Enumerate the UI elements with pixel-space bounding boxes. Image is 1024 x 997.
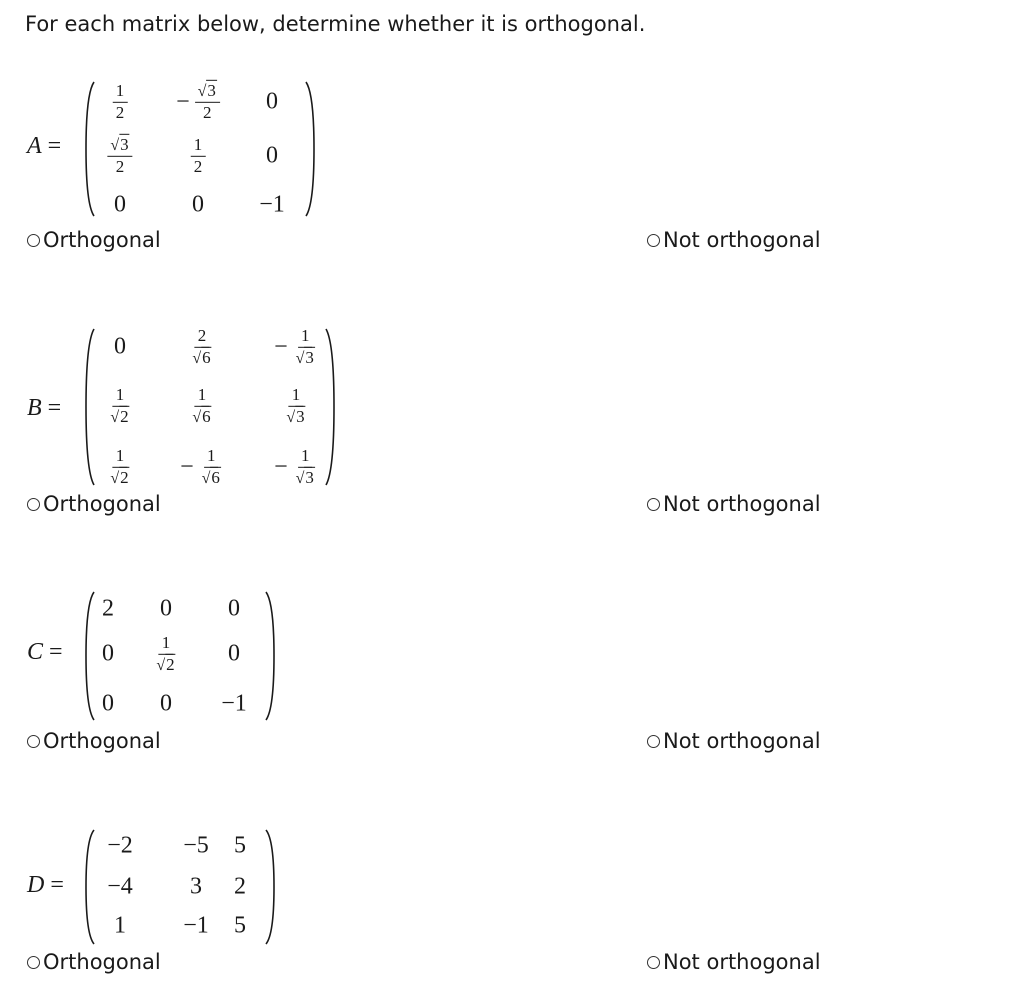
- matrix-cell: [274, 447, 318, 487]
- minus-sign: −: [176, 88, 190, 115]
- matrix-cell: −1: [183, 912, 209, 939]
- matrix-a-not-orthogonal-option[interactable]: [647, 228, 821, 252]
- radicand: 2: [120, 467, 129, 487]
- matrix-cell: [107, 386, 132, 426]
- right-parenthesis: [264, 590, 276, 722]
- minus-sign: −: [274, 333, 288, 360]
- matrix-cell: 0: [102, 640, 114, 667]
- sqrt-denominator: [296, 348, 315, 367]
- option-label: Orthogonal: [43, 950, 161, 974]
- radicand: 2: [166, 654, 175, 674]
- radio-icon[interactable]: [27, 234, 40, 247]
- radicand: 3: [305, 467, 314, 487]
- radicand: 3: [305, 347, 314, 367]
- matrix-a-orthogonal-option[interactable]: [27, 228, 161, 252]
- matrix-cell: 0: [114, 191, 126, 218]
- denominator: [153, 655, 178, 675]
- sqrt-denominator: [296, 468, 315, 487]
- matrix-cell: 0: [228, 640, 240, 667]
- sqrt-denominator: [156, 655, 175, 674]
- fraction: [293, 327, 318, 367]
- radio-icon[interactable]: [27, 735, 40, 748]
- fraction: [107, 386, 132, 426]
- matrix-b-orthogonal-option[interactable]: [27, 492, 161, 516]
- radio-icon[interactable]: [647, 735, 660, 748]
- numerator: 1: [113, 447, 128, 468]
- sqrt-symbol: √: [192, 349, 202, 367]
- fraction: [189, 327, 214, 367]
- numerator: 1: [204, 447, 219, 468]
- matrix-cell: 0: [160, 595, 172, 622]
- matrix-cell: [189, 327, 214, 367]
- numerator: 1: [113, 82, 128, 103]
- option-label: Not orthogonal: [663, 228, 821, 252]
- left-parenthesis: [84, 80, 96, 218]
- matrix-cell: [283, 386, 308, 426]
- sqrt-numerator: [198, 81, 217, 100]
- denominator: 2: [193, 156, 203, 176]
- matrix-cell: 2: [102, 595, 114, 622]
- matrix-cell: 0: [192, 191, 204, 218]
- numerator: [195, 82, 220, 103]
- sqrt-symbol: √: [110, 136, 120, 154]
- fraction: [189, 386, 214, 426]
- sqrt-symbol: √: [110, 408, 120, 426]
- sqrt-denominator: [202, 468, 221, 487]
- sqrt-symbol: √: [286, 408, 296, 426]
- option-label: Not orthogonal: [663, 729, 821, 753]
- numerator: 1: [298, 327, 313, 348]
- sqrt-symbol: √: [197, 82, 207, 100]
- option-label: Orthogonal: [43, 729, 161, 753]
- option-label: Not orthogonal: [663, 950, 821, 974]
- matrix-d-label: D =: [27, 872, 64, 898]
- radio-icon[interactable]: [27, 498, 40, 511]
- denominator: [189, 407, 214, 427]
- numerator: 1: [298, 447, 313, 468]
- denominator: [107, 468, 132, 488]
- matrix-cell: −1: [259, 191, 285, 218]
- sqrt-denominator: [110, 407, 129, 426]
- fraction: [199, 447, 224, 487]
- matrix-d: [84, 828, 276, 946]
- matrix-a: [84, 80, 316, 218]
- matrix-b-label: B =: [27, 395, 62, 421]
- matrix-cell: 5: [234, 912, 246, 939]
- matrix-cell: −5: [183, 832, 209, 859]
- option-label: Orthogonal: [43, 228, 161, 252]
- sqrt-denominator: [110, 468, 129, 487]
- minus-sign: −: [180, 453, 194, 480]
- fraction: [191, 136, 206, 176]
- matrix-cell: [191, 136, 206, 176]
- matrix-cell: −2: [107, 832, 133, 859]
- sqrt-denominator: [192, 348, 211, 367]
- sqrt-symbol: √: [110, 469, 120, 487]
- radicand: 6: [202, 347, 211, 367]
- right-parenthesis: [304, 80, 316, 218]
- radicand: 3: [207, 80, 216, 100]
- matrix-cell: [153, 634, 178, 674]
- radicand: 3: [120, 134, 129, 154]
- option-label: Not orthogonal: [663, 492, 821, 516]
- matrix-cell: [180, 447, 224, 487]
- matrix-cell: [107, 447, 132, 487]
- right-parenthesis: [264, 828, 276, 946]
- matrix-c-orthogonal-option[interactable]: [27, 729, 161, 753]
- left-parenthesis: [84, 327, 96, 487]
- sqrt-symbol: √: [201, 469, 211, 487]
- denominator: 2: [115, 102, 125, 122]
- matrix-cell: 1: [114, 912, 126, 939]
- numerator: 1: [195, 386, 210, 407]
- right-parenthesis: [324, 327, 336, 487]
- matrix-cell: [107, 136, 132, 176]
- denominator: [283, 407, 308, 427]
- fraction: [283, 386, 308, 426]
- fraction: [113, 82, 128, 122]
- matrix-c-not-orthogonal-option[interactable]: [647, 729, 821, 753]
- numerator: 1: [289, 386, 304, 407]
- radicand: 6: [211, 467, 220, 487]
- numerator: 1: [159, 634, 174, 655]
- sqrt-symbol: √: [295, 349, 305, 367]
- numerator: 1: [191, 136, 206, 157]
- fraction: [195, 82, 220, 122]
- fraction: [107, 447, 132, 487]
- denominator: [189, 348, 214, 368]
- matrix-cell: 0: [266, 88, 278, 115]
- denominator: 2: [203, 102, 212, 122]
- matrix-cell: 0: [228, 595, 240, 622]
- matrix-cell: 0: [114, 333, 126, 360]
- matrix-cell: −1: [221, 690, 247, 717]
- matrix-d-not-orthogonal-option[interactable]: [647, 950, 821, 974]
- minus-sign: −: [274, 453, 288, 480]
- radio-icon[interactable]: [647, 956, 660, 969]
- matrix-cell: 5: [234, 832, 246, 859]
- matrix-cell: 0: [102, 690, 114, 717]
- matrix-cell: 2: [234, 873, 246, 900]
- left-parenthesis: [84, 590, 96, 722]
- left-parenthesis: [84, 828, 96, 946]
- radicand: 2: [120, 406, 129, 426]
- radicand: 3: [296, 406, 305, 426]
- matrix-cell: 0: [160, 690, 172, 717]
- denominator: [199, 468, 224, 488]
- matrix-cell: −4: [107, 873, 133, 900]
- fraction: [107, 136, 132, 176]
- fraction: [153, 634, 178, 674]
- numerator: [107, 136, 132, 157]
- sqrt-symbol: √: [156, 656, 166, 674]
- matrix-c: [84, 590, 276, 722]
- numerator: 2: [195, 327, 210, 348]
- sqrt-denominator: [286, 407, 305, 426]
- matrix-c-label: C =: [27, 639, 63, 665]
- numerator: 1: [113, 386, 128, 407]
- denominator: 2: [115, 156, 125, 176]
- instruction-text: For each matrix below, determine whether it is orthogonal.: [25, 12, 646, 36]
- sqrt-denominator: [192, 407, 211, 426]
- radicand: 6: [202, 406, 211, 426]
- fraction: [293, 447, 318, 487]
- sqrt-symbol: √: [192, 408, 202, 426]
- denominator: [107, 407, 132, 427]
- matrix-b: [84, 327, 336, 487]
- matrix-d-orthogonal-option[interactable]: [27, 950, 161, 974]
- denominator: [293, 348, 318, 368]
- matrix-cell: 0: [266, 142, 278, 169]
- radio-icon[interactable]: [647, 234, 660, 247]
- denominator: [293, 468, 318, 488]
- radio-icon[interactable]: [647, 498, 660, 511]
- matrix-cell: [274, 327, 318, 367]
- radio-icon[interactable]: [27, 956, 40, 969]
- sqrt-symbol: √: [295, 469, 305, 487]
- matrix-cell: [113, 82, 128, 122]
- matrix-b-not-orthogonal-option[interactable]: [647, 492, 821, 516]
- matrix-a-label: A =: [27, 133, 62, 159]
- option-label: Orthogonal: [43, 492, 161, 516]
- matrix-cell: [176, 82, 220, 122]
- matrix-cell: 3: [190, 873, 202, 900]
- matrix-cell: [189, 386, 214, 426]
- sqrt-numerator: [110, 135, 129, 154]
